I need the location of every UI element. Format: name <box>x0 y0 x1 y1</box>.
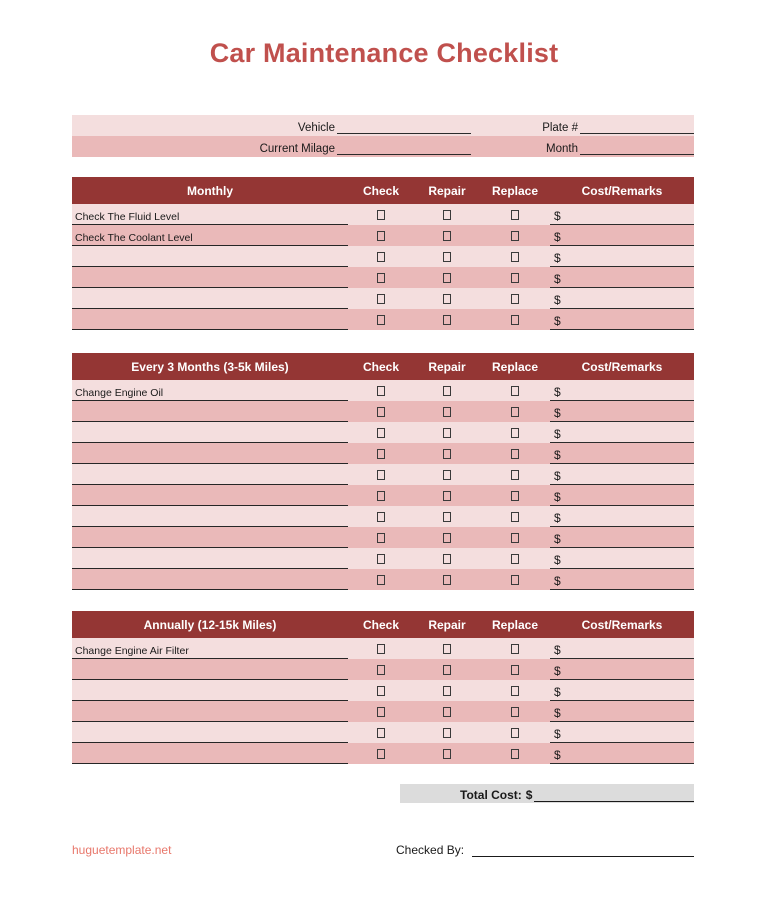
task-item-input[interactable] <box>72 659 348 680</box>
cost-input[interactable] <box>550 569 694 590</box>
checkbox-replace-icon[interactable] <box>511 294 519 304</box>
checkbox-repair-icon[interactable] <box>443 470 451 480</box>
checkbox-check-cell <box>348 722 414 743</box>
currency-symbol: $ <box>554 511 561 525</box>
checkbox-check-icon[interactable] <box>377 512 385 522</box>
checkbox-replace-icon[interactable] <box>511 686 519 696</box>
currency-symbol: $ <box>554 706 561 720</box>
section-title: Monthly <box>187 183 233 198</box>
checkbox-replace-icon[interactable] <box>511 407 519 417</box>
column-header-replace: Replace <box>491 359 539 374</box>
table-row <box>72 443 694 464</box>
column-header-check: Check <box>362 359 400 374</box>
checkbox-replace-cell <box>480 380 550 401</box>
checkbox-repair-icon[interactable] <box>443 665 451 675</box>
checkbox-replace-cell <box>480 722 550 743</box>
checkbox-repair-icon[interactable] <box>443 644 451 654</box>
checkbox-repair-cell <box>414 527 480 548</box>
checkbox-replace-cell <box>480 680 550 701</box>
currency-symbol: $ <box>554 385 561 399</box>
checkbox-replace-icon[interactable] <box>511 533 519 543</box>
checkbox-check-icon[interactable] <box>377 728 385 738</box>
info-label: Vehicle <box>297 122 335 134</box>
table-row <box>72 204 694 225</box>
cost-input[interactable] <box>550 288 694 309</box>
cost-input[interactable] <box>550 659 694 680</box>
info-row <box>72 115 694 136</box>
cost-input[interactable] <box>550 401 694 422</box>
checked-by-label: Checked By: <box>396 843 465 857</box>
checkbox-repair-icon[interactable] <box>443 512 451 522</box>
currency-symbol: $ <box>554 748 561 762</box>
checkbox-repair-cell <box>414 380 480 401</box>
checkbox-repair-cell <box>414 680 480 701</box>
task-item-input[interactable]: Change Engine Oil <box>72 380 348 401</box>
checkbox-repair-icon[interactable] <box>443 294 451 304</box>
column-header-cost: Cost/Remarks <box>581 183 663 198</box>
checkbox-replace-icon[interactable] <box>511 512 519 522</box>
checkbox-check-cell <box>348 569 414 590</box>
table-row <box>72 722 694 743</box>
checkbox-repair-icon[interactable] <box>443 728 451 738</box>
checkbox-check-cell <box>348 464 414 485</box>
checkbox-repair-cell <box>414 443 480 464</box>
checkbox-replace-cell <box>480 443 550 464</box>
currency-symbol: $ <box>554 230 561 244</box>
task-item-input[interactable] <box>72 443 348 464</box>
checkbox-repair-icon[interactable] <box>443 707 451 717</box>
checkbox-check-cell <box>348 743 414 764</box>
cost-input[interactable] <box>550 204 694 225</box>
checkbox-check-cell <box>348 506 414 527</box>
checkbox-repair-cell <box>414 548 480 569</box>
table-row <box>72 309 694 330</box>
checkbox-replace-cell <box>480 569 550 590</box>
page-title: Car Maintenance Checklist <box>209 38 559 68</box>
checkbox-repair-icon[interactable] <box>443 407 451 417</box>
section-title: Annually (12-15k Miles) <box>143 617 277 632</box>
task-item-input[interactable] <box>72 701 348 722</box>
checkbox-repair-cell <box>414 659 480 680</box>
checkbox-check-icon[interactable] <box>377 644 385 654</box>
table-row <box>72 225 694 246</box>
checkbox-replace-icon[interactable] <box>511 644 519 654</box>
checkbox-repair-cell <box>414 485 480 506</box>
checkbox-check-icon[interactable] <box>377 470 385 480</box>
column-header-check: Check <box>362 617 400 632</box>
checkbox-check-cell <box>348 638 414 659</box>
checkbox-check-icon[interactable] <box>377 686 385 696</box>
info-input[interactable] <box>337 136 471 155</box>
info-input[interactable] <box>580 136 694 155</box>
info-label: Plate # <box>542 122 578 134</box>
checkbox-check-icon[interactable] <box>377 575 385 585</box>
checkbox-replace-icon[interactable] <box>511 210 519 220</box>
currency-symbol: $ <box>554 553 561 567</box>
checklist-section <box>72 353 694 590</box>
cost-input[interactable] <box>550 464 694 485</box>
column-header-replace: Replace <box>491 183 539 198</box>
checkbox-replace-icon[interactable] <box>511 231 519 241</box>
table-row <box>72 701 694 722</box>
checkbox-check-cell <box>348 548 414 569</box>
currency-symbol: $ <box>554 448 561 462</box>
cost-input[interactable] <box>550 743 694 764</box>
table-row <box>72 527 694 548</box>
checkbox-check-cell <box>348 485 414 506</box>
task-item-input[interactable] <box>72 401 348 422</box>
table-row <box>72 267 694 288</box>
column-header-repair: Repair <box>428 183 466 198</box>
table-row <box>72 743 694 764</box>
checkbox-replace-icon[interactable] <box>511 707 519 717</box>
column-header-check: Check <box>362 183 400 198</box>
table-row <box>72 401 694 422</box>
task-item-input[interactable] <box>72 422 348 443</box>
task-item-input[interactable] <box>72 464 348 485</box>
info-input[interactable] <box>337 115 471 134</box>
checkbox-replace-cell <box>480 743 550 764</box>
checkbox-repair-icon[interactable] <box>443 533 451 543</box>
footer-website[interactable]: huguetemplate.net <box>72 843 172 857</box>
total-cost-label: Total Cost: <box>460 788 522 802</box>
checkbox-replace-cell <box>480 401 550 422</box>
task-item-input[interactable] <box>72 680 348 701</box>
column-header-repair: Repair <box>428 617 466 632</box>
checkbox-repair-icon[interactable] <box>443 252 451 262</box>
currency-symbol: $ <box>554 664 561 678</box>
checkbox-repair-cell <box>414 309 480 330</box>
cost-input[interactable] <box>550 267 694 288</box>
checkbox-replace-cell <box>480 464 550 485</box>
table-row <box>72 464 694 485</box>
cost-input[interactable] <box>550 485 694 506</box>
currency-symbol: $ <box>554 574 561 588</box>
checkbox-repair-icon[interactable] <box>443 491 451 501</box>
currency-symbol: $ <box>554 293 561 307</box>
checkbox-check-icon[interactable] <box>377 491 385 501</box>
checkbox-check-icon[interactable] <box>377 252 385 262</box>
checkbox-check-cell <box>348 422 414 443</box>
table-row <box>72 569 694 590</box>
checked-by-input[interactable] <box>472 856 694 857</box>
checkbox-replace-cell <box>480 485 550 506</box>
column-header-cost: Cost/Remarks <box>581 617 663 632</box>
checkbox-replace-cell <box>480 204 550 225</box>
column-header-cost: Cost/Remarks <box>581 359 663 374</box>
info-label: Month <box>546 143 578 155</box>
currency-symbol: $ <box>554 314 561 328</box>
task-item-input[interactable] <box>72 722 348 743</box>
table-row <box>72 288 694 309</box>
checkbox-check-icon[interactable] <box>377 294 385 304</box>
cost-input[interactable] <box>550 701 694 722</box>
checkbox-repair-cell <box>414 506 480 527</box>
info-label: Current Milage <box>259 143 335 155</box>
checkbox-check-icon[interactable] <box>377 210 385 220</box>
task-item-input[interactable] <box>72 309 348 330</box>
column-header-repair: Repair <box>428 359 466 374</box>
checkbox-repair-icon[interactable] <box>443 428 451 438</box>
checkbox-replace-cell <box>480 225 550 246</box>
checkbox-repair-cell <box>414 464 480 485</box>
checked-by-field <box>396 843 694 858</box>
checkbox-check-icon[interactable] <box>377 386 385 396</box>
checkbox-check-cell <box>348 680 414 701</box>
currency-symbol: $ <box>554 251 561 265</box>
checkbox-replace-cell <box>480 288 550 309</box>
checkbox-repair-cell <box>414 722 480 743</box>
cost-input[interactable] <box>550 443 694 464</box>
task-item-input[interactable] <box>72 288 348 309</box>
task-item-input[interactable] <box>72 743 348 764</box>
cost-input[interactable] <box>550 527 694 548</box>
checkbox-check-icon[interactable] <box>377 554 385 564</box>
total-cost-currency: $ <box>525 788 533 802</box>
info-row <box>72 136 694 157</box>
vehicle-info-block <box>72 115 694 157</box>
checkbox-check-cell <box>348 288 414 309</box>
task-item-input[interactable]: Change Engine Air Filter <box>72 638 348 659</box>
checkbox-repair-cell <box>414 267 480 288</box>
table-row <box>72 506 694 527</box>
checkbox-check-cell <box>348 267 414 288</box>
checkbox-replace-cell <box>480 422 550 443</box>
checkbox-check-cell <box>348 527 414 548</box>
task-item-input[interactable] <box>72 246 348 267</box>
checkbox-check-cell <box>348 225 414 246</box>
checkbox-replace-icon[interactable] <box>511 449 519 459</box>
task-item-input[interactable] <box>72 485 348 506</box>
checkbox-replace-cell <box>480 267 550 288</box>
checkbox-repair-cell <box>414 422 480 443</box>
task-item-input[interactable]: Check The Coolant Level <box>72 225 348 246</box>
currency-symbol: $ <box>554 427 561 441</box>
checkbox-check-icon[interactable] <box>377 315 385 325</box>
info-input[interactable] <box>580 115 694 134</box>
checklist-section <box>72 177 694 330</box>
checkbox-replace-cell <box>480 701 550 722</box>
column-header-replace: Replace <box>491 617 539 632</box>
checkbox-replace-icon[interactable] <box>511 749 519 759</box>
currency-symbol: $ <box>554 532 561 546</box>
cost-input[interactable] <box>550 380 694 401</box>
checkbox-check-cell <box>348 659 414 680</box>
checkbox-replace-cell <box>480 638 550 659</box>
checkbox-check-icon[interactable] <box>377 707 385 717</box>
section-header <box>72 177 694 204</box>
currency-symbol: $ <box>554 406 561 420</box>
task-item-input[interactable] <box>72 527 348 548</box>
checkbox-repair-icon[interactable] <box>443 210 451 220</box>
currency-symbol: $ <box>554 209 561 223</box>
checkbox-check-cell <box>348 246 414 267</box>
checkbox-replace-cell <box>480 309 550 330</box>
checkbox-check-icon[interactable] <box>377 665 385 675</box>
checkbox-replace-icon[interactable] <box>511 273 519 283</box>
cost-input[interactable] <box>550 680 694 701</box>
cost-input[interactable] <box>550 638 694 659</box>
task-item-input[interactable]: Check The Fluid Level <box>72 204 348 225</box>
table-row <box>72 422 694 443</box>
task-item-input[interactable] <box>72 569 348 590</box>
task-item-input[interactable] <box>72 506 348 527</box>
checkbox-check-icon[interactable] <box>377 533 385 543</box>
section-title: Every 3 Months (3-5k Miles) <box>131 359 289 374</box>
cost-input[interactable] <box>550 722 694 743</box>
table-row <box>72 246 694 267</box>
checkbox-replace-cell <box>480 548 550 569</box>
table-row <box>72 548 694 569</box>
checkbox-check-cell <box>348 401 414 422</box>
checkbox-replace-cell <box>480 527 550 548</box>
cost-input[interactable] <box>550 309 694 330</box>
checkbox-repair-cell <box>414 569 480 590</box>
checkbox-replace-icon[interactable] <box>511 428 519 438</box>
checkbox-check-cell <box>348 443 414 464</box>
checkbox-replace-icon[interactable] <box>511 470 519 480</box>
total-cost-input[interactable] <box>534 801 694 802</box>
currency-symbol: $ <box>554 469 561 483</box>
checkbox-repair-cell <box>414 638 480 659</box>
checkbox-repair-icon[interactable] <box>443 554 451 564</box>
checkbox-repair-cell <box>414 246 480 267</box>
currency-symbol: $ <box>554 490 561 504</box>
checkbox-repair-icon[interactable] <box>443 575 451 585</box>
cost-input[interactable] <box>550 246 694 267</box>
currency-symbol: $ <box>554 685 561 699</box>
checkbox-check-cell <box>348 701 414 722</box>
checkbox-repair-icon[interactable] <box>443 273 451 283</box>
checkbox-check-icon[interactable] <box>377 273 385 283</box>
total-cost-row <box>400 784 694 803</box>
checkbox-repair-icon[interactable] <box>443 686 451 696</box>
table-row <box>72 659 694 680</box>
checkbox-replace-cell <box>480 659 550 680</box>
checkbox-replace-icon[interactable] <box>511 491 519 501</box>
checkbox-check-icon[interactable] <box>377 428 385 438</box>
table-row <box>72 680 694 701</box>
checkbox-repair-cell <box>414 225 480 246</box>
checkbox-repair-icon[interactable] <box>443 315 451 325</box>
checkbox-repair-icon[interactable] <box>443 231 451 241</box>
checkbox-repair-cell <box>414 401 480 422</box>
checkbox-replace-icon[interactable] <box>511 386 519 396</box>
checkbox-repair-icon[interactable] <box>443 749 451 759</box>
checkbox-repair-cell <box>414 204 480 225</box>
checkbox-replace-icon[interactable] <box>511 252 519 262</box>
checkbox-repair-cell <box>414 743 480 764</box>
checkbox-check-cell <box>348 309 414 330</box>
task-item-input[interactable] <box>72 267 348 288</box>
checkbox-repair-icon[interactable] <box>443 449 451 459</box>
currency-symbol: $ <box>554 272 561 286</box>
checkbox-check-icon[interactable] <box>377 231 385 241</box>
checkbox-replace-cell <box>480 246 550 267</box>
checkbox-replace-icon[interactable] <box>511 728 519 738</box>
cost-input[interactable] <box>550 506 694 527</box>
currency-symbol: $ <box>554 727 561 741</box>
table-row <box>72 638 694 659</box>
section-header <box>72 353 694 380</box>
checkbox-replace-icon[interactable] <box>511 665 519 675</box>
cost-input[interactable] <box>550 225 694 246</box>
task-item-input[interactable] <box>72 548 348 569</box>
table-row <box>72 485 694 506</box>
checkbox-replace-icon[interactable] <box>511 315 519 325</box>
checklist-section <box>72 611 694 764</box>
cost-input[interactable] <box>550 422 694 443</box>
cost-input[interactable] <box>550 548 694 569</box>
currency-symbol: $ <box>554 643 561 657</box>
table-row <box>72 380 694 401</box>
checkbox-check-icon[interactable] <box>377 749 385 759</box>
checkbox-check-cell <box>348 204 414 225</box>
checkbox-check-icon[interactable] <box>377 449 385 459</box>
checkbox-replace-cell <box>480 506 550 527</box>
checkbox-check-icon[interactable] <box>377 407 385 417</box>
checkbox-repair-cell <box>414 701 480 722</box>
checkbox-repair-cell <box>414 288 480 309</box>
section-header <box>72 611 694 638</box>
checkbox-replace-icon[interactable] <box>511 575 519 585</box>
checkbox-check-cell <box>348 380 414 401</box>
checkbox-replace-icon[interactable] <box>511 554 519 564</box>
checkbox-repair-icon[interactable] <box>443 386 451 396</box>
